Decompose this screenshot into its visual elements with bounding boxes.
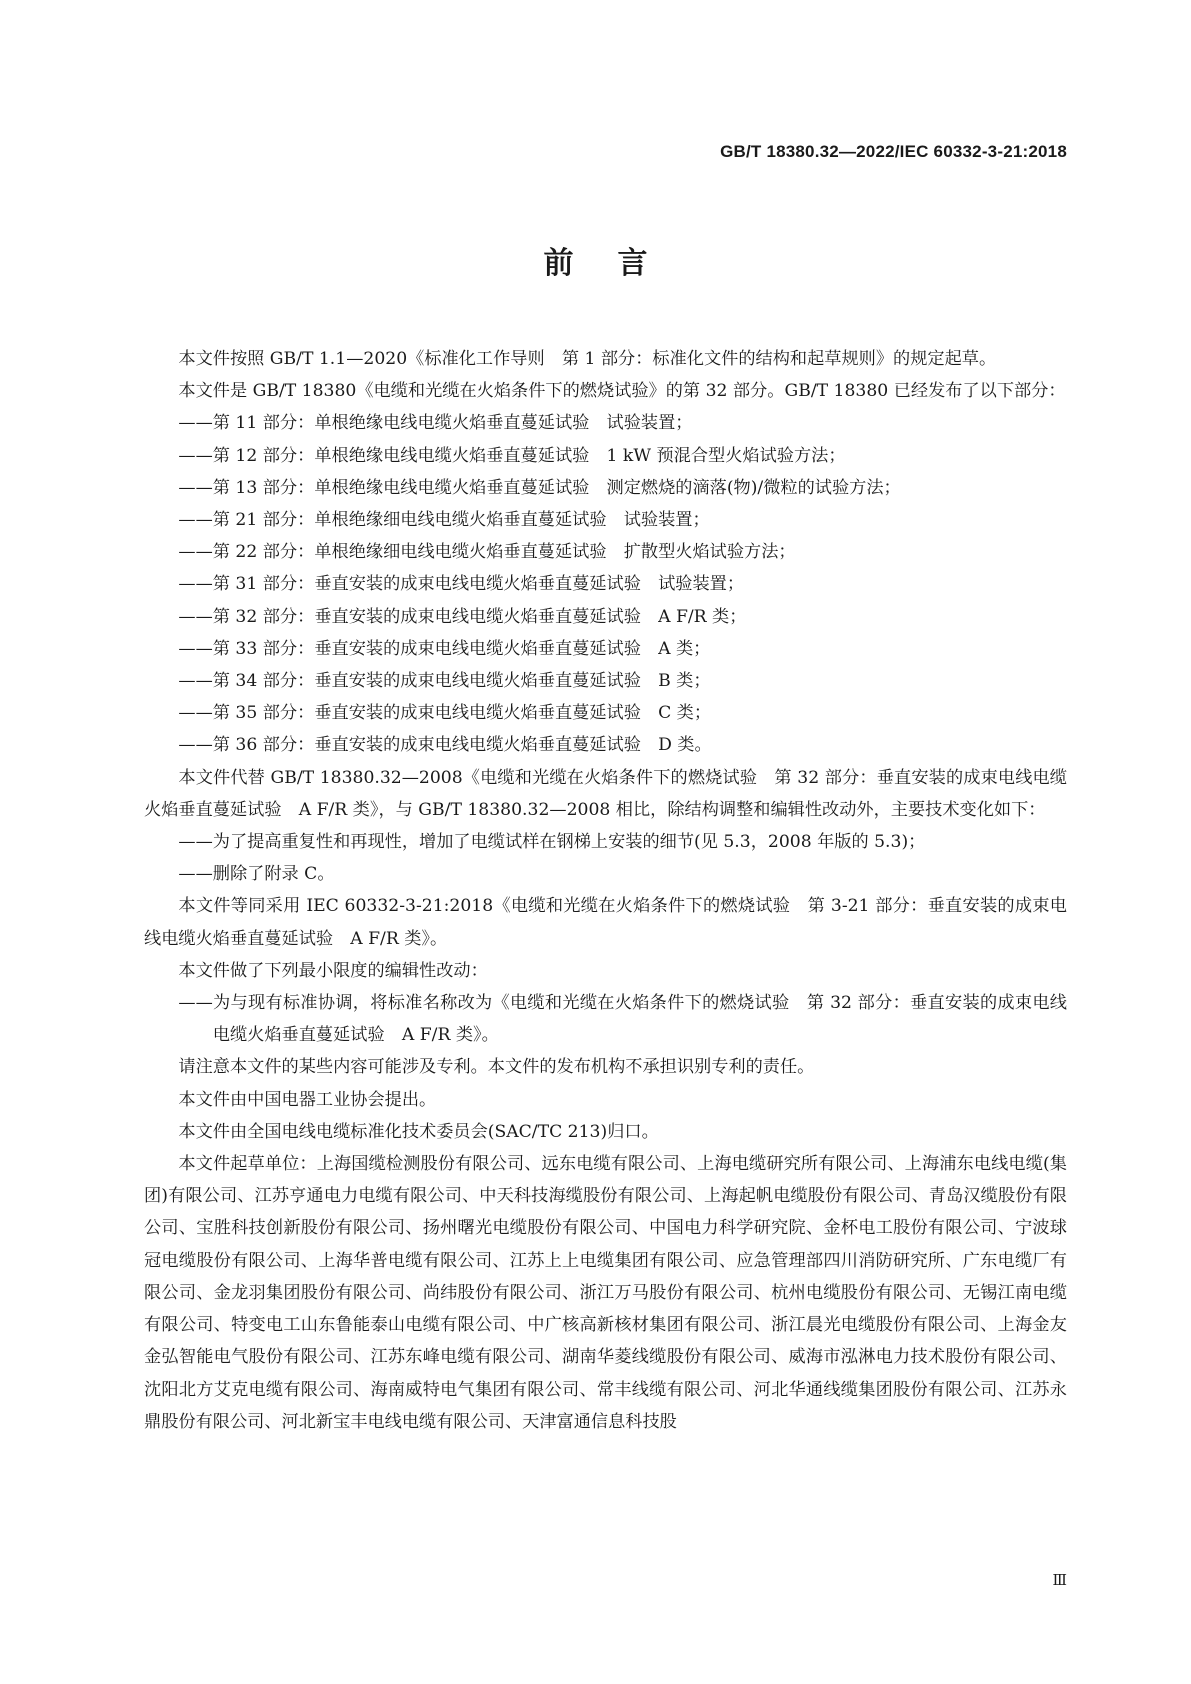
list-item: ——第 11 部分：单根绝缘电线电缆火焰垂直蔓延试验 试验装置； (178, 413, 693, 434)
list-item: ——第 35 部分：垂直安装的成束电线电缆火焰垂直蔓延试验 C 类； (178, 703, 712, 724)
paragraph-administrator: 本文件由全国电线电缆标准化技术委员会(SAC/TC 213)归口。 (178, 1121, 659, 1142)
list-item: ——第 12 部分：单根绝缘电线电缆火焰垂直蔓延试验 1 kW 预混合型火焰试验方法； (178, 445, 846, 466)
list-item: ——第 34 部分：垂直安装的成束电线电缆火焰垂直蔓延试验 B 类； (178, 671, 711, 692)
paragraph-editorial-intro: 本文件做了下列最小限度的编辑性改动： (178, 960, 488, 981)
list-item: ——第 32 部分：垂直安装的成束电线电缆火焰垂直蔓延试验 A F/R 类； (178, 606, 747, 627)
foreword-body (144, 343, 1067, 1438)
page-title: 前言 (543, 246, 692, 281)
list-item: ——为与现有标准协调，将标准名称改为《电缆和光缆在火焰条件下的燃烧试验 第 32 部分：垂直安装的成束电线电缆火焰垂直蔓延试验 A F/R 类》。 (178, 993, 1067, 1046)
page-number: Ⅲ (1052, 1571, 1067, 1589)
list-item: ——删除了附录 C。 (178, 864, 335, 885)
list-item: ——第 13 部分：单根绝缘电线电缆火焰垂直蔓延试验 测定燃烧的滴落(物)/微粒的试验方法； (178, 477, 901, 498)
document-code: GB/T 18380.32—2022/IEC 60332-3-21:2018 (720, 142, 1067, 161)
paragraph-series-intro: 本文件是 GB/T 18380《电缆和光缆在火焰条件下的燃烧试验》的第 32 部分。GB/T 18380 已经发布了以下部分： (178, 381, 1066, 402)
list-item: ——第 33 部分：垂直安装的成束电线电缆火焰垂直蔓延试验 A 类； (178, 638, 711, 659)
paragraph-drafting-basis: 本文件按照 GB/T 1.1—2020《标准化工作导则 第 1 部分：标准化文件的结构和起草规则》的规定起草。 (178, 349, 997, 369)
list-item: ——第 22 部分：单根绝缘细电线电缆火焰垂直蔓延试验 扩散型火焰试验方法； (178, 542, 796, 563)
list-item: ——为了提高重复性和再现性，增加了电缆试样在钢梯上安装的细节(见 5.3，2008 年版的 5.3)； (178, 832, 926, 853)
list-item: ——第 36 部分：垂直安装的成束电线电缆火焰垂直蔓延试验 D 类。 (178, 735, 712, 756)
paragraph-equivalence: 本文件等同采用 IEC 60332-3-21:2018《电缆和光缆在火焰条件下的燃烧试验 第 3-21 部分：垂直安装的成束电线电缆火焰垂直蔓延试验 A F/R 类》。 (144, 896, 1067, 949)
paragraph-replacement: 本文件代替 GB/T 18380.32—2008《电缆和光缆在火焰条件下的燃烧试验 第 32 部分：垂直安装的成束电线电缆火焰垂直蔓延试验 A F/R 类》，与 GB/T 18380.32—2008 相比，除结构调整和编辑性改动外，主要技术变化如下： (144, 767, 1067, 820)
list-item: ——第 21 部分：单根绝缘细电线电缆火焰垂直蔓延试验 试验装置； (178, 510, 710, 531)
paragraph-drafting-units: 本文件起草单位：上海国缆检测股份有限公司、远东电缆有限公司、上海电缆研究所有限公司、上海浦东电线电缆(集团)有限公司、江苏亨通电力电缆有限公司、中天科技海缆股份有限公司、上海起帆电缆股份有限公司、青岛汉缆股份有限公司、宝胜科技创新股份有限公司、扬州曙光电缆股份有限公司、中国电力科学研究院、金杯电工股份有限公司、宁波球冠电缆股份有限公司、上海华普电缆有限公司、江苏上上电缆集团有限公司、应急管理部四川消防研究所、广东电缆厂有限公司、金龙羽集团股份有限公司、尚纬股份有限公司、浙江万马股份有限公司、杭州电缆股份有限公司、无锡江南电缆有限公司、特变电工山东鲁能泰山电缆有限公司、中广核高新核材集团有限公司、浙江晨光电缆股份有限公司、上海金友金弘智能电气股份有限公司、江苏东峰电缆有限公司、湖南华菱线缆股份有限公司、威海市泓淋电力技术股份有限公司、沈阳北方艾克电缆有限公司、海南威特电气集团有限公司、常丰线缆有限公司、河北华通线缆集团股份有限公司、江苏永鼎股份有限公司、河北新宝丰电线电缆有限公司、天津富通信息科技股 (144, 1154, 1067, 1432)
paragraph-patent-notice: 请注意本文件的某些内容可能涉及专利。本文件的发布机构不承担识别专利的责任。 (178, 1057, 815, 1078)
paragraph-proposer: 本文件由中国电器工业协会提出。 (178, 1089, 437, 1110)
list-item: ——第 31 部分：垂直安装的成束电线电缆火焰垂直蔓延试验 试验装置； (178, 574, 745, 595)
